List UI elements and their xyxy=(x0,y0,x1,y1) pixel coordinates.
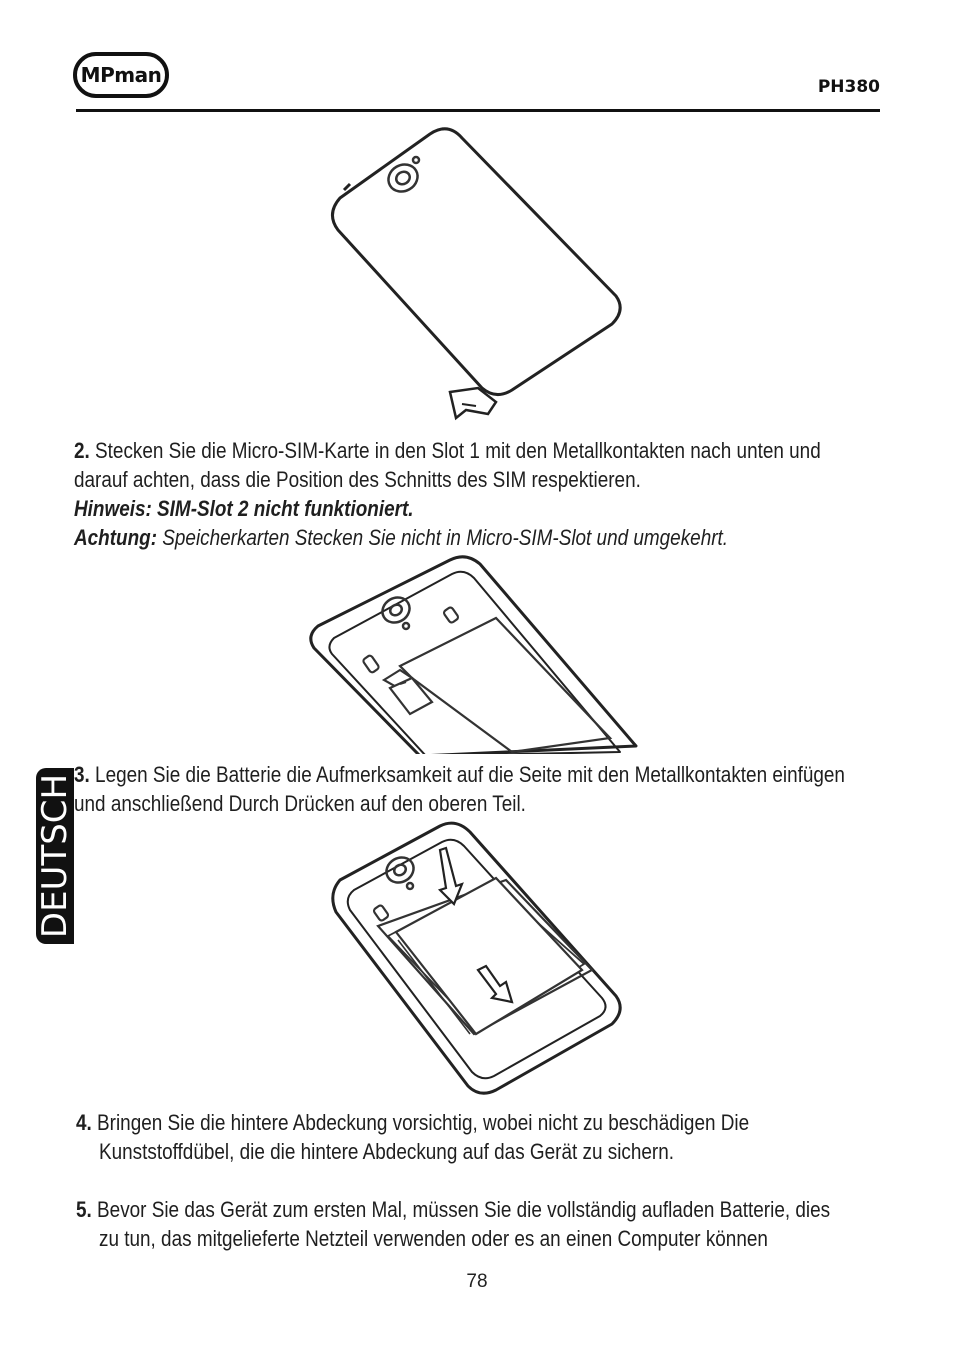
step2-warning-text: Speicherkarten Stecken Sie nicht in Micro-SIM-Slot und umgekehrt. xyxy=(157,525,729,550)
step3-line2: und anschließend Durch Drücken auf den oberen Teil. xyxy=(74,791,526,816)
step4-line2: Kunststoffdübel, die die hintere Abdeckung auf das Gerät zu sichern. xyxy=(99,1139,674,1164)
step5-number: 5. xyxy=(76,1197,92,1222)
step2-number: 2. xyxy=(74,438,90,463)
step4-number: 4. xyxy=(76,1110,92,1135)
step2-text1: Stecken Sie die Micro-SIM-Karte in den Slot 1 mit den Metallkontakten nach unten und xyxy=(95,438,821,463)
step2-warning-label: Achtung: xyxy=(74,525,158,550)
figure-remove-cover xyxy=(300,120,640,430)
step4-text1: Bringen Sie die hintere Abdeckung vorsichtig, wobei nicht zu beschädigen Die xyxy=(97,1110,750,1135)
step5-text1: Bevor Sie das Gerät zum ersten Mal, müssen Sie die vollständig aufladen Batterie, dies xyxy=(97,1197,831,1222)
step4-line1 xyxy=(76,1108,749,1137)
language-tab-label: DEUTSCH xyxy=(35,773,75,939)
step5-line1 xyxy=(76,1195,830,1224)
battery-compartment xyxy=(400,618,610,752)
step3-text1: Legen Sie die Batterie die Aufmerksamkeit auf die Seite mit den Metallkontakten einfügen xyxy=(95,762,845,787)
page-number: 78 xyxy=(466,1271,488,1292)
phone-back-cover xyxy=(332,129,620,395)
figure-sim-insertion xyxy=(300,552,650,754)
battery xyxy=(396,878,582,1034)
step2-note xyxy=(74,494,414,523)
step5-line2: zu tun, das mitgelieferte Netzteil verwenden oder es an einen Computer können xyxy=(99,1226,768,1251)
language-tab xyxy=(36,768,74,944)
step3-line1 xyxy=(74,760,845,789)
model-number: PH380 xyxy=(817,77,880,97)
header-divider xyxy=(76,109,880,112)
step3-number: 3. xyxy=(74,762,90,787)
step2-warning xyxy=(74,523,728,552)
step2-line2: darauf achten, dass die Position des Schnitts des SIM respektieren. xyxy=(74,467,641,492)
step2-line1 xyxy=(74,436,821,465)
sim-card xyxy=(390,678,432,714)
brand-logo: MPman xyxy=(73,52,169,98)
figure-battery-insertion xyxy=(300,820,640,1100)
step2-note-text: Hinweis: SIM-Slot 2 nicht funktioniert. xyxy=(74,496,414,521)
down-arrow-icon xyxy=(440,848,462,904)
